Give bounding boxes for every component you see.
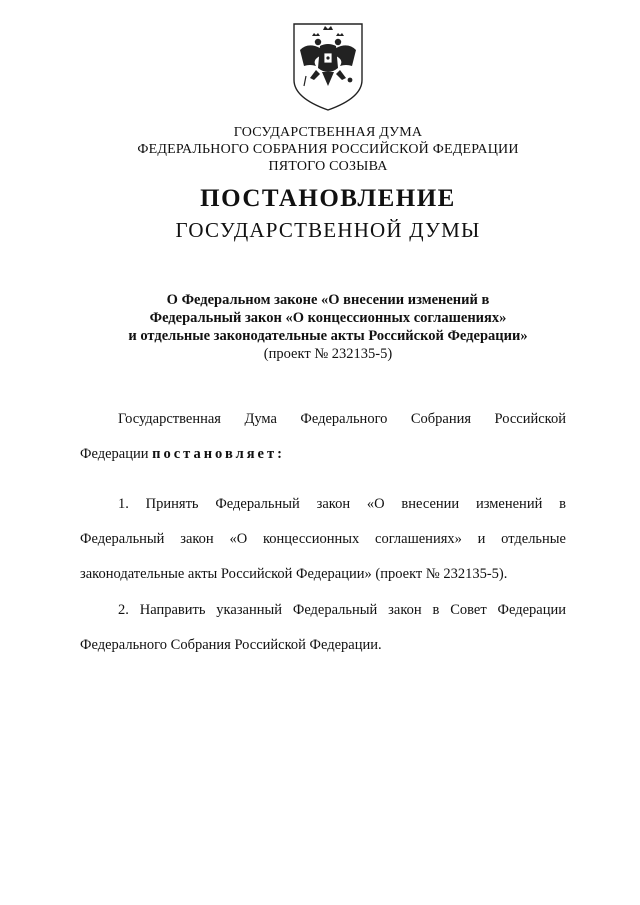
subject-line-2: Федеральный закон «О концессионных соглашениях» xyxy=(149,310,507,326)
item-1-paragraph xyxy=(80,494,566,584)
item-2-line-1: 2. Направить указанный Федеральный закон в Совет Федерации xyxy=(118,602,566,618)
resolution-subject xyxy=(0,291,640,363)
coat-of-arms-icon xyxy=(290,20,366,112)
item-2-paragraph xyxy=(80,600,566,655)
document-title: ПОСТАНОВЛЕНИЕ xyxy=(200,185,456,212)
header-line-1: ГОСУДАРСТВЕННАЯ ДУМА xyxy=(233,125,423,140)
document-subtitle: ГОСУДАРСТВЕННОЙ ДУМЫ xyxy=(175,218,481,242)
issuer-header xyxy=(0,124,640,175)
item-2-line-2: Федерального Собрания Российской Федерации. xyxy=(80,637,382,653)
intro-line-2-start: Федерации xyxy=(80,446,153,462)
intro-line-1: Государственная Дума Федерального Собрания Российской xyxy=(118,411,566,427)
intro-paragraph xyxy=(80,409,566,464)
bill-number: (проект № 232135-5) xyxy=(263,346,393,362)
subject-line-1: О Федеральном законе «О внесении изменений в xyxy=(166,292,490,308)
intro-line-2 xyxy=(80,444,566,464)
header-line-2: ФЕДЕРАЛЬНОГО СОБРАНИЯ РОССИЙСКОЙ ФЕДЕРАЦИИ xyxy=(137,142,519,157)
header-line-3: ПЯТОГО СОЗЫВА xyxy=(268,159,388,174)
subject-line-3: и отдельные законодательные акты Российской Федерации» xyxy=(128,328,528,344)
resolves-word: постановляет: xyxy=(152,446,285,462)
item-1-line-1: 1. Принять Федеральный закон «О внесении изменений в xyxy=(118,496,566,512)
item-1-line-3: законодательные акты Российской Федерации» (проект № 232135-5). xyxy=(80,566,508,582)
item-1-line-2: Федеральный закон «О концессионных соглашениях» и отдельные xyxy=(80,531,566,547)
